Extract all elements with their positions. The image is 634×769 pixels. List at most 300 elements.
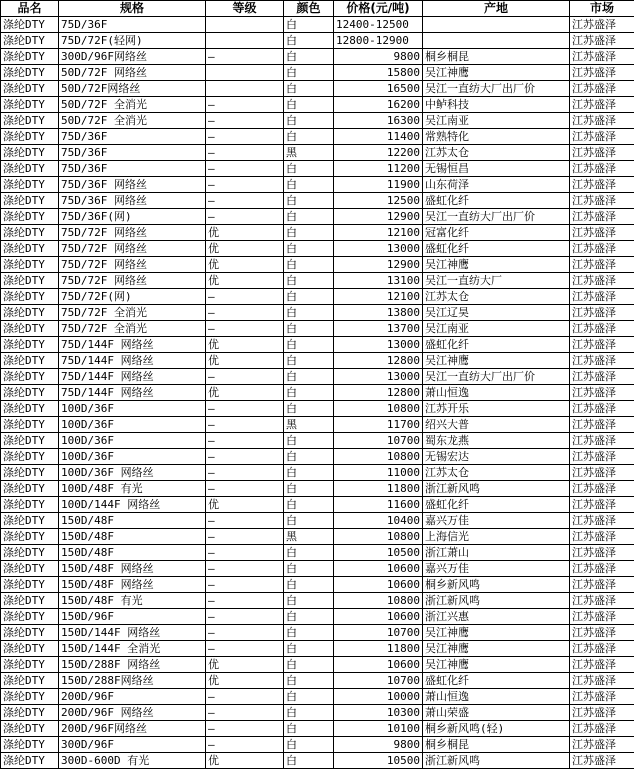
cell-price: 16500 (334, 81, 423, 97)
cell-price: 12400-12500 (334, 17, 423, 33)
table-row (1, 97, 634, 113)
cell-market: 江苏盛泽 (570, 81, 634, 97)
cell-spec: 75D/72F 网络丝 (59, 241, 206, 257)
cell-origin: 浙江萧山 (423, 545, 570, 561)
cell-product: 涤纶DTY (1, 321, 59, 337)
cell-color: 白 (284, 97, 334, 113)
cell-spec: 100D/144F 网络丝 (59, 497, 206, 513)
cell-origin: 吴江一直纺大厂出厂价 (423, 369, 570, 385)
cell-price: 11800 (334, 641, 423, 657)
cell-product: 涤纶DTY (1, 145, 59, 161)
cell-market: 江苏盛泽 (570, 49, 634, 65)
cell-grade: 优 (206, 657, 284, 673)
table-row (1, 65, 634, 81)
cell-product: 涤纶DTY (1, 385, 59, 401)
cell-product: 涤纶DTY (1, 689, 59, 705)
cell-color: 白 (284, 65, 334, 81)
cell-spec: 50D/72F 全消光 (59, 113, 206, 129)
table-row (1, 385, 634, 401)
cell-price: 9800 (334, 49, 423, 65)
cell-grade: — (206, 433, 284, 449)
cell-price: 13800 (334, 305, 423, 321)
cell-origin: 桐乡新风鸣 (423, 577, 570, 593)
table-row (1, 273, 634, 289)
table-row (1, 417, 634, 433)
cell-spec: 150D/48F (59, 513, 206, 529)
table-row (1, 497, 634, 513)
cell-product: 涤纶DTY (1, 97, 59, 113)
cell-grade: — (206, 465, 284, 481)
cell-market: 江苏盛泽 (570, 305, 634, 321)
cell-color: 白 (284, 385, 334, 401)
cell-color: 白 (284, 721, 334, 737)
cell-grade: 优 (206, 241, 284, 257)
table-row (1, 193, 634, 209)
cell-product: 涤纶DTY (1, 561, 59, 577)
cell-price: 10800 (334, 529, 423, 545)
cell-product: 涤纶DTY (1, 657, 59, 673)
cell-market: 江苏盛泽 (570, 609, 634, 625)
cell-grade: — (206, 49, 284, 65)
cell-market: 江苏盛泽 (570, 625, 634, 641)
cell-market: 江苏盛泽 (570, 129, 634, 145)
cell-market: 江苏盛泽 (570, 289, 634, 305)
cell-price: 12800 (334, 353, 423, 369)
table-row (1, 129, 634, 145)
cell-spec: 100D/36F (59, 417, 206, 433)
table-row (1, 305, 634, 321)
cell-product: 涤纶DTY (1, 257, 59, 273)
cell-origin: 江苏太仓 (423, 145, 570, 161)
cell-market: 江苏盛泽 (570, 401, 634, 417)
cell-origin: 江苏开乐 (423, 401, 570, 417)
cell-product: 涤纶DTY (1, 17, 59, 33)
table-row (1, 145, 634, 161)
cell-origin: 浙江新风鸣 (423, 481, 570, 497)
cell-market: 江苏盛泽 (570, 33, 634, 49)
cell-product: 涤纶DTY (1, 577, 59, 593)
cell-spec: 100D/48F 有光 (59, 481, 206, 497)
cell-price: 12800-12900 (334, 33, 423, 49)
table-row (1, 177, 634, 193)
cell-price: 10400 (334, 513, 423, 529)
cell-product: 涤纶DTY (1, 353, 59, 369)
cell-spec: 75D/72F 网络丝 (59, 273, 206, 289)
cell-grade: — (206, 561, 284, 577)
table-row (1, 481, 634, 497)
cell-market: 江苏盛泽 (570, 481, 634, 497)
cell-color: 白 (284, 49, 334, 65)
cell-grade: — (206, 529, 284, 545)
cell-grade: — (206, 145, 284, 161)
cell-price: 11200 (334, 161, 423, 177)
header-market: 市场 (570, 1, 634, 17)
cell-origin (423, 17, 570, 33)
cell-price: 12800 (334, 385, 423, 401)
cell-spec: 150D/48F (59, 529, 206, 545)
cell-origin: 浙江新风鸣 (423, 593, 570, 609)
cell-grade: — (206, 609, 284, 625)
cell-market: 江苏盛泽 (570, 337, 634, 353)
table-row (1, 561, 634, 577)
cell-color: 白 (284, 209, 334, 225)
cell-color: 白 (284, 673, 334, 689)
cell-grade: — (206, 161, 284, 177)
cell-market: 江苏盛泽 (570, 689, 634, 705)
cell-price: 10600 (334, 561, 423, 577)
cell-grade: 优 (206, 257, 284, 273)
cell-market: 江苏盛泽 (570, 513, 634, 529)
cell-grade: 优 (206, 273, 284, 289)
table-row (1, 241, 634, 257)
cell-color: 白 (284, 577, 334, 593)
cell-color: 白 (284, 593, 334, 609)
cell-product: 涤纶DTY (1, 641, 59, 657)
cell-market: 江苏盛泽 (570, 209, 634, 225)
table-row (1, 225, 634, 241)
cell-market: 江苏盛泽 (570, 449, 634, 465)
cell-spec: 150D/48F 有光 (59, 593, 206, 609)
cell-market: 江苏盛泽 (570, 641, 634, 657)
cell-market: 江苏盛泽 (570, 65, 634, 81)
table-row (1, 689, 634, 705)
cell-product: 涤纶DTY (1, 497, 59, 513)
cell-grade: — (206, 577, 284, 593)
cell-price: 10800 (334, 449, 423, 465)
cell-grade: — (206, 449, 284, 465)
cell-product: 涤纶DTY (1, 273, 59, 289)
cell-price: 10000 (334, 689, 423, 705)
cell-product: 涤纶DTY (1, 465, 59, 481)
cell-spec: 75D/36F (59, 145, 206, 161)
cell-color: 白 (284, 225, 334, 241)
table-row (1, 433, 634, 449)
cell-origin: 蜀东龙燕 (423, 433, 570, 449)
cell-color: 黑 (284, 145, 334, 161)
cell-spec: 150D/144F 全消光 (59, 641, 206, 657)
cell-price: 11800 (334, 481, 423, 497)
cell-grade: — (206, 305, 284, 321)
cell-spec: 75D/36F (59, 161, 206, 177)
cell-color: 白 (284, 545, 334, 561)
cell-product: 涤纶DTY (1, 545, 59, 561)
cell-origin: 嘉兴万佳 (423, 561, 570, 577)
table-row (1, 113, 634, 129)
table-row (1, 737, 634, 753)
cell-spec: 150D/48F 网络丝 (59, 561, 206, 577)
cell-origin: 盛虹化纤 (423, 337, 570, 353)
cell-color: 白 (284, 609, 334, 625)
cell-grade (206, 81, 284, 97)
table-row (1, 353, 634, 369)
cell-spec: 300D/96F网络丝 (59, 49, 206, 65)
cell-origin: 吴江一直纺大厂出厂价 (423, 209, 570, 225)
cell-market: 江苏盛泽 (570, 529, 634, 545)
cell-product: 涤纶DTY (1, 193, 59, 209)
cell-color: 白 (284, 257, 334, 273)
cell-spec: 75D/36F 网络丝 (59, 177, 206, 193)
cell-color: 白 (284, 129, 334, 145)
cell-market: 江苏盛泽 (570, 577, 634, 593)
cell-spec: 150D/288F 网络丝 (59, 657, 206, 673)
cell-spec: 75D/72F 全消光 (59, 305, 206, 321)
cell-market: 江苏盛泽 (570, 161, 634, 177)
table-row (1, 289, 634, 305)
table-row (1, 369, 634, 385)
cell-market: 江苏盛泽 (570, 97, 634, 113)
cell-grade (206, 65, 284, 81)
cell-grade: — (206, 321, 284, 337)
cell-spec: 50D/72F 全消光 (59, 97, 206, 113)
cell-color: 白 (284, 753, 334, 769)
cell-origin: 中鲈科技 (423, 97, 570, 113)
cell-grade: 优 (206, 497, 284, 513)
cell-color: 白 (284, 737, 334, 753)
table-row (1, 337, 634, 353)
cell-origin: 吴江南亚 (423, 113, 570, 129)
cell-grade: — (206, 209, 284, 225)
cell-color: 黑 (284, 529, 334, 545)
cell-product: 涤纶DTY (1, 209, 59, 225)
cell-market: 江苏盛泽 (570, 753, 634, 769)
cell-market: 江苏盛泽 (570, 273, 634, 289)
cell-market: 江苏盛泽 (570, 593, 634, 609)
cell-origin: 浙江新风鸣 (423, 753, 570, 769)
table-row (1, 209, 634, 225)
cell-price: 12100 (334, 289, 423, 305)
cell-product: 涤纶DTY (1, 289, 59, 305)
cell-price: 10600 (334, 577, 423, 593)
table-row (1, 33, 634, 49)
cell-price: 10700 (334, 673, 423, 689)
table-row (1, 49, 634, 65)
cell-grade: — (206, 481, 284, 497)
cell-spec: 75D/72F 网络丝 (59, 225, 206, 241)
cell-price: 16200 (334, 97, 423, 113)
cell-color: 白 (284, 17, 334, 33)
cell-market: 江苏盛泽 (570, 321, 634, 337)
cell-price: 11700 (334, 417, 423, 433)
cell-market: 江苏盛泽 (570, 737, 634, 753)
cell-product: 涤纶DTY (1, 753, 59, 769)
cell-color: 白 (284, 641, 334, 657)
cell-spec: 75D/144F 网络丝 (59, 353, 206, 369)
cell-price: 11400 (334, 129, 423, 145)
cell-spec: 75D/144F 网络丝 (59, 369, 206, 385)
cell-product: 涤纶DTY (1, 449, 59, 465)
cell-market: 江苏盛泽 (570, 657, 634, 673)
cell-origin: 江苏太仓 (423, 465, 570, 481)
cell-price: 10600 (334, 609, 423, 625)
cell-price: 12100 (334, 225, 423, 241)
table-row (1, 161, 634, 177)
table-row (1, 529, 634, 545)
cell-grade: — (206, 417, 284, 433)
cell-market: 江苏盛泽 (570, 497, 634, 513)
cell-grade: — (206, 545, 284, 561)
cell-grade: — (206, 401, 284, 417)
cell-market: 江苏盛泽 (570, 193, 634, 209)
cell-color: 白 (284, 33, 334, 49)
cell-origin: 吴江一直纺大厂 (423, 273, 570, 289)
header-price: 价格(元/吨) (334, 1, 423, 17)
cell-market: 江苏盛泽 (570, 673, 634, 689)
cell-origin: 吴江神鹰 (423, 625, 570, 641)
cell-origin: 盛虹化纤 (423, 497, 570, 513)
cell-color: 白 (284, 113, 334, 129)
cell-grade: — (206, 193, 284, 209)
cell-product: 涤纶DTY (1, 401, 59, 417)
cell-spec: 200D/96F 网络丝 (59, 705, 206, 721)
cell-color: 白 (284, 513, 334, 529)
cell-market: 江苏盛泽 (570, 17, 634, 33)
cell-color: 白 (284, 353, 334, 369)
cell-origin: 常熟特化 (423, 129, 570, 145)
cell-price: 12200 (334, 145, 423, 161)
cell-product: 涤纶DTY (1, 673, 59, 689)
header-spec: 规格 (59, 1, 206, 17)
cell-product: 涤纶DTY (1, 49, 59, 65)
cell-spec: 75D/36F 网络丝 (59, 193, 206, 209)
cell-grade: — (206, 641, 284, 657)
cell-spec: 100D/36F (59, 433, 206, 449)
table-row (1, 673, 634, 689)
table-row (1, 257, 634, 273)
cell-grade: — (206, 113, 284, 129)
cell-origin: 桐乡桐昆 (423, 737, 570, 753)
cell-price: 10800 (334, 593, 423, 609)
table-row (1, 465, 634, 481)
cell-color: 白 (284, 689, 334, 705)
cell-price: 11600 (334, 497, 423, 513)
cell-spec: 75D/144F 网络丝 (59, 385, 206, 401)
cell-grade: 优 (206, 337, 284, 353)
cell-spec: 50D/72F网络丝 (59, 81, 206, 97)
cell-price: 10700 (334, 625, 423, 641)
cell-grade: 优 (206, 353, 284, 369)
cell-origin: 无锡恒昌 (423, 161, 570, 177)
cell-origin: 桐乡新风鸣(轻) (423, 721, 570, 737)
cell-price: 10100 (334, 721, 423, 737)
cell-grade: — (206, 513, 284, 529)
cell-grade: — (206, 721, 284, 737)
cell-product: 涤纶DTY (1, 529, 59, 545)
cell-price: 11000 (334, 465, 423, 481)
header-color: 颜色 (284, 1, 334, 17)
cell-color: 白 (284, 289, 334, 305)
cell-spec: 150D/48F (59, 545, 206, 561)
cell-origin: 嘉兴万佳 (423, 513, 570, 529)
cell-price: 13000 (334, 369, 423, 385)
cell-color: 白 (284, 305, 334, 321)
cell-spec: 150D/144F 网络丝 (59, 625, 206, 641)
cell-grade: 优 (206, 385, 284, 401)
cell-origin: 吴江辽昊 (423, 305, 570, 321)
table-row (1, 449, 634, 465)
table-row (1, 753, 634, 769)
cell-origin: 江苏太仓 (423, 289, 570, 305)
cell-grade (206, 33, 284, 49)
cell-product: 涤纶DTY (1, 369, 59, 385)
table-row (1, 17, 634, 33)
cell-color: 白 (284, 449, 334, 465)
cell-product: 涤纶DTY (1, 721, 59, 737)
table-row (1, 657, 634, 673)
cell-market: 江苏盛泽 (570, 257, 634, 273)
cell-market: 江苏盛泽 (570, 177, 634, 193)
cell-spec: 200D/96F (59, 689, 206, 705)
cell-color: 白 (284, 321, 334, 337)
cell-spec: 75D/144F 网络丝 (59, 337, 206, 353)
table-row (1, 545, 634, 561)
table-row (1, 625, 634, 641)
cell-product: 涤纶DTY (1, 625, 59, 641)
cell-grade: 优 (206, 225, 284, 241)
cell-origin: 吴江神鹰 (423, 65, 570, 81)
cell-color: 白 (284, 497, 334, 513)
cell-price: 9800 (334, 737, 423, 753)
cell-price: 10500 (334, 753, 423, 769)
cell-market: 江苏盛泽 (570, 417, 634, 433)
header-grade: 等级 (206, 1, 284, 17)
cell-product: 涤纶DTY (1, 113, 59, 129)
cell-origin: 吴江神鹰 (423, 353, 570, 369)
cell-grade: — (206, 737, 284, 753)
cell-product: 涤纶DTY (1, 609, 59, 625)
cell-origin: 绍兴大普 (423, 417, 570, 433)
cell-product: 涤纶DTY (1, 513, 59, 529)
cell-price: 10800 (334, 401, 423, 417)
cell-grade: 优 (206, 753, 284, 769)
table-row (1, 705, 634, 721)
cell-origin: 山东荷泽 (423, 177, 570, 193)
cell-spec: 50D/72F 网络丝 (59, 65, 206, 81)
cell-price: 13100 (334, 273, 423, 289)
cell-origin: 冠富化纤 (423, 225, 570, 241)
cell-price: 10300 (334, 705, 423, 721)
cell-market: 江苏盛泽 (570, 545, 634, 561)
cell-spec: 150D/48F 网络丝 (59, 577, 206, 593)
cell-color: 白 (284, 241, 334, 257)
cell-origin: 浙江兴惠 (423, 609, 570, 625)
cell-product: 涤纶DTY (1, 705, 59, 721)
cell-origin: 无锡宏达 (423, 449, 570, 465)
cell-product: 涤纶DTY (1, 417, 59, 433)
cell-grade: — (206, 689, 284, 705)
cell-origin: 萧山恒逸 (423, 385, 570, 401)
table-row (1, 641, 634, 657)
cell-color: 白 (284, 433, 334, 449)
cell-market: 江苏盛泽 (570, 561, 634, 577)
table-row (1, 577, 634, 593)
cell-spec: 75D/72F(轻网) (59, 33, 206, 49)
cell-product: 涤纶DTY (1, 481, 59, 497)
cell-product: 涤纶DTY (1, 33, 59, 49)
cell-origin: 吴江一直纺大厂出厂价 (423, 81, 570, 97)
cell-grade: — (206, 97, 284, 113)
cell-spec: 75D/36F (59, 17, 206, 33)
cell-product: 涤纶DTY (1, 65, 59, 81)
cell-price: 11900 (334, 177, 423, 193)
cell-color: 白 (284, 705, 334, 721)
cell-price: 15800 (334, 65, 423, 81)
cell-spec: 75D/72F(网) (59, 289, 206, 305)
cell-price: 13000 (334, 241, 423, 257)
cell-price: 12900 (334, 257, 423, 273)
cell-price: 16300 (334, 113, 423, 129)
cell-spec: 75D/36F (59, 129, 206, 145)
cell-color: 黑 (284, 417, 334, 433)
